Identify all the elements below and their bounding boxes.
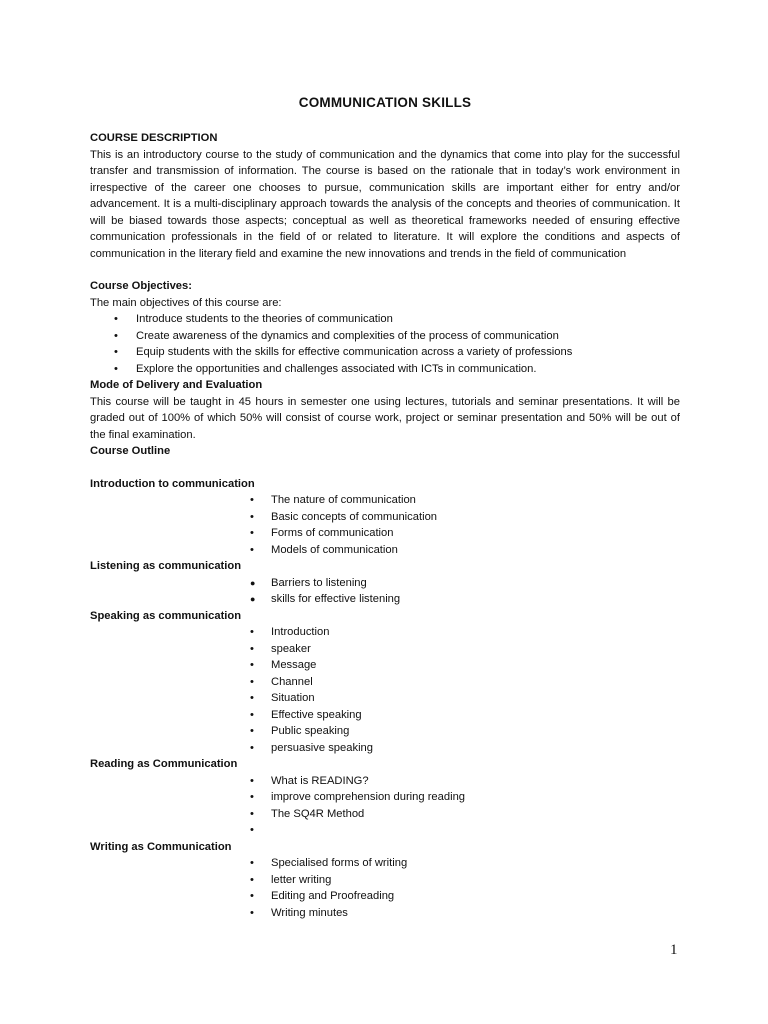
delivery-text: This course will be taught in 45 hours in semester one using lectures, tutorials and seminar presentations. It will be graded out of 100% of which 50% will consist of course work, project or seminar presentation and 50% will be out of the final examination. [90, 395, 680, 441]
list-item: • Introduction [250, 624, 680, 641]
list-item: • The nature of communication [250, 492, 680, 509]
list-item: • Introduce students to the theories of communication [114, 311, 680, 328]
objectives-list [90, 311, 680, 377]
outline-section-list [90, 575, 680, 608]
list-item: • Basic concepts of communication [250, 509, 680, 526]
outline-section-list [90, 773, 680, 839]
course-description-text: This is an introductory course to the study of communication and the dynamics that come into play for the successful transfer and transmission of information. The course is based on the rationale that in today’s work environment in irrespective of the career one chooses to pursue, communication skills are important either for entry and/or advancement. It is a multi-disciplinary approach towards the analysis of the concepts and theories of communication. It will be biased towards those aspects; conceptual as well as theoretical frameworks needed of ensuring effective communication professionals in the field of or related to literature. It will explore the conditions and aspects of communication in the literary field and examine the new innovations and trends in the field of communication [90, 148, 680, 260]
list-item: • Message [250, 657, 680, 674]
list-item: • improve comprehension during reading [250, 789, 680, 806]
list-item: ● Barriers to listening [250, 575, 680, 592]
outline-section-title: Introduction to communication [90, 477, 255, 490]
objectives-intro: The main objectives of this course are: [90, 296, 282, 309]
outline-section-title: Reading as Communication [90, 758, 238, 770]
list-item: • Specialised forms of writing [250, 855, 680, 872]
page-number: 1 [670, 942, 678, 958]
delivery-heading: Mode of Delivery and Evaluation [90, 379, 263, 391]
list-item: • Explore the opportunities and challenges associated with ICTs in communication. [114, 361, 680, 378]
outline-section-title: Speaking as communication [90, 609, 242, 622]
list-item: • Models of communication [250, 542, 680, 559]
list-item: • Forms of communication [250, 525, 680, 542]
document-body [90, 130, 680, 921]
list-item: ● skills for effective listening [250, 591, 680, 608]
list-item: • letter writing [250, 872, 680, 889]
page-title: COMMUNICATION SKILLS [298, 95, 472, 110]
outline-section-list [90, 855, 680, 921]
list-item: • Situation [250, 690, 680, 707]
list-item: • Writing minutes [250, 905, 680, 922]
course-description-heading: COURSE DESCRIPTION [90, 132, 218, 144]
spacer [90, 460, 680, 476]
list-item: • Editing and Proofreading [250, 888, 680, 905]
list-item: • Public speaking [250, 723, 680, 740]
objectives-heading: Course Objectives: [90, 280, 192, 292]
outline-section-list [90, 624, 680, 756]
spacer [90, 262, 680, 278]
list-item [250, 822, 680, 839]
list-item: • Channel [250, 674, 680, 691]
list-item: • Create awareness of the dynamics and complexities of the process of communication [114, 328, 680, 345]
list-item: • The SQ4R Method [250, 806, 680, 823]
outline-section-title: Writing as Communication [90, 840, 232, 853]
list-item: • speaker [250, 641, 680, 658]
list-item: • Effective speaking [250, 707, 680, 724]
outline-section-title: Listening as communication [90, 560, 242, 572]
outline-section-list [90, 492, 680, 558]
list-item: • persuasive speaking [250, 740, 680, 757]
list-item: • What is READING? [250, 773, 680, 790]
list-item: • Equip students with the skills for effective communication across a variety of professions [114, 344, 680, 361]
outline-heading: Course Outline [90, 445, 171, 457]
